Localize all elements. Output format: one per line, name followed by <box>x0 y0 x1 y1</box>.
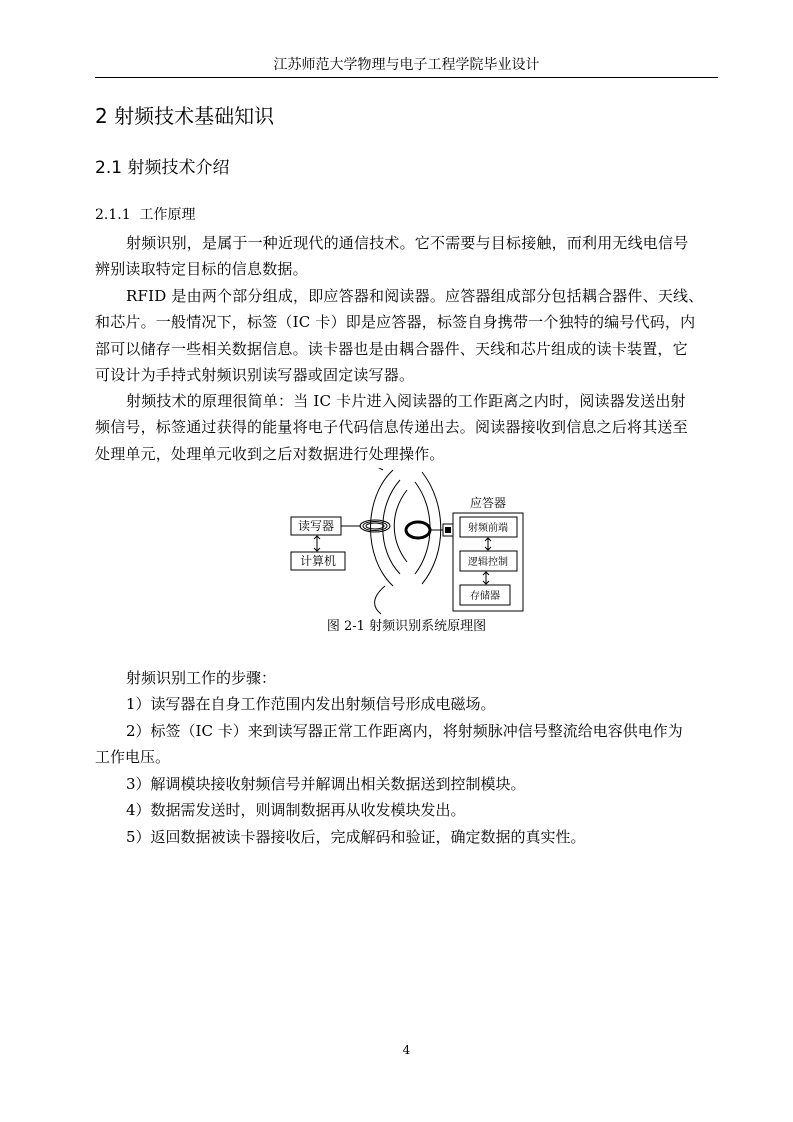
paragraph-line: 可设计为手持式射频识别读写器或固定读写器。 <box>95 365 415 384</box>
reader-coil-icon <box>360 520 390 532</box>
paragraph-rfid-composition <box>95 283 718 388</box>
figure-caption: 图 2-1 射频识别系统原理图 <box>326 619 487 634</box>
step-item-continuation: 工作电压。 <box>95 748 171 766</box>
step-item: 4）数据需发送时，则调制数据再从收发模块发出。 <box>126 801 466 819</box>
transponder-label: 应答器 <box>469 496 507 510</box>
subsection-number: 2.1.1 <box>95 207 131 223</box>
paragraph-line: 射频识别，是属于一种近现代的通信技术。它不需要与目标接触，而利用无线电信号 <box>126 234 689 252</box>
step-item: 3）解调模块接收射频信号并解调出相关数据送到控制模块。 <box>126 775 526 793</box>
tag-chip-icon <box>445 527 451 533</box>
rf-frontend-label: 射频前端 <box>468 523 508 534</box>
paragraph-principle <box>95 388 718 467</box>
running-header: 江苏师范大学物理与电子工程学院毕业设计 <box>273 57 540 73</box>
electromagnetic-field-icon <box>371 468 441 614</box>
memory-label: 存储器 <box>470 591 500 602</box>
tag-coil-icon <box>406 522 430 538</box>
subsection-heading <box>95 205 196 225</box>
reader-computer-arrow <box>314 536 320 551</box>
step-item: 2）标签（IC 卡）来到读写器正常工作距离内，将射频脉冲信号整流给电容供电作为 <box>126 722 683 740</box>
logic-control-label: 逻辑控制 <box>468 557 508 568</box>
chapter-title: 2 射频技术基础知识 <box>95 104 275 128</box>
computer-label: 计算机 <box>299 554 337 568</box>
paragraph-line: 射频技术的原理很简单：当 IC 卡片进入阅读器的工作距离之内时，阅读器发送出射 <box>126 392 686 410</box>
step-item: 5）返回数据被读卡器接收后，完成解码和验证，确定数据的真实性。 <box>126 828 586 846</box>
page-number: 4 <box>402 1043 411 1057</box>
rfid-system-diagram <box>285 468 530 618</box>
paragraph-line: 处理单元，处理单元收到之后对数据进行处理操作。 <box>95 444 445 463</box>
steps-intro: 射频识别工作的步骤： <box>126 669 277 687</box>
header-rule <box>95 77 718 78</box>
paragraph-line: 频信号，标签通过获得的能量将电子代码信息传递出去。阅读器接收到信息之后将其送至 <box>95 418 688 437</box>
subsection-title: 工作原理 <box>139 207 196 223</box>
logic-memory-arrow <box>483 572 489 584</box>
step-item: 1）读写器在自身工作范围内发出射频信号形成电磁场。 <box>126 695 496 713</box>
paragraph-line: 和芯片。一般情况下，标签（IC 卡）即是应答器，标签自身携带一个独特的编号代码，内 <box>95 313 696 332</box>
paragraph-line: RFID 是由两个部分组成，即应答器和阅读器。应答器组成部分包括耦合器件、天线、 <box>126 287 704 305</box>
paragraph-line: 部可以储存一些相关数据信息。读卡器也是由耦合器件、天线和芯片组成的读卡装置，它 <box>95 339 688 358</box>
reader-label: 读写器 <box>297 519 335 533</box>
paragraph-line: 辨别读取特定目标的信息数据。 <box>95 260 308 279</box>
frontend-logic-arrow <box>485 538 491 550</box>
paragraph-intro <box>95 230 718 283</box>
section-title: 2.1 射频技术介绍 <box>95 158 230 178</box>
